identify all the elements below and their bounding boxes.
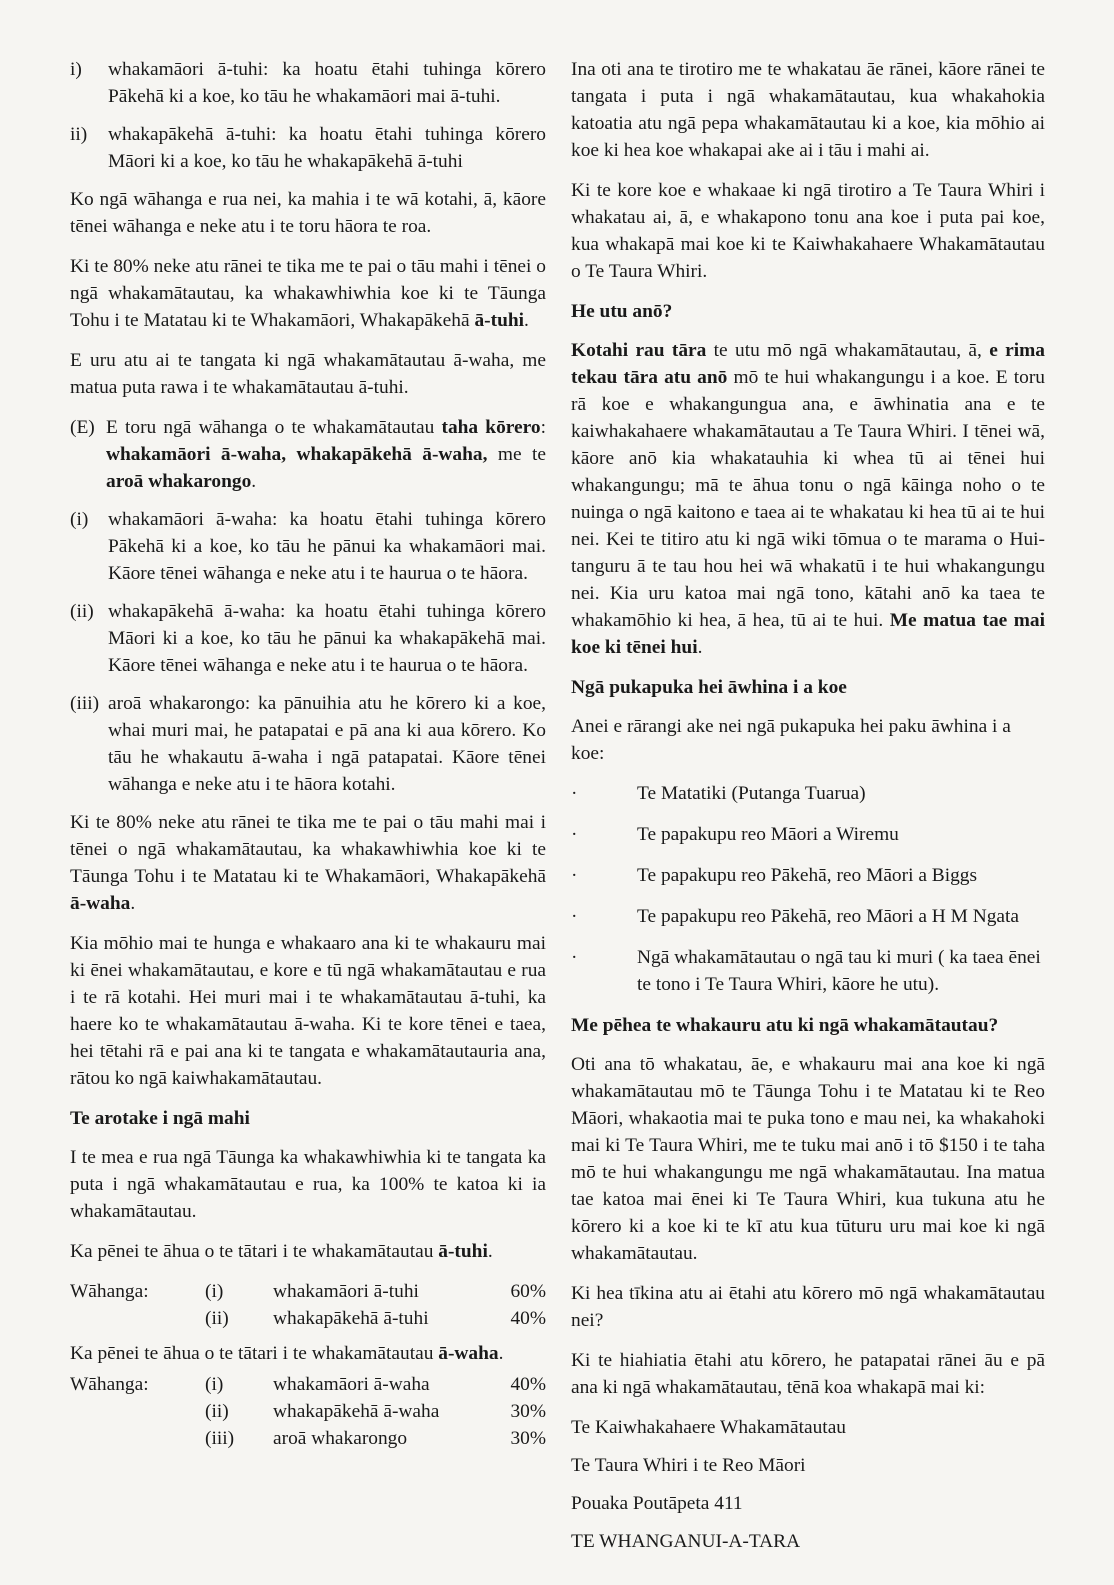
list-number: ii) bbox=[70, 124, 88, 145]
address-line: Te Kaiwhakahaere Whakamātautau bbox=[571, 1417, 846, 1438]
paragraph: Ka pēnei te āhua o te tātari i te whakamātautau ā-waha. bbox=[70, 1343, 504, 1364]
paragraph: Ki te kore koe e whakaae ki ngā tirotiro a Te Taura Whiri i whakatau ai, ā, e whakapono tonu ana koe i puta pai koe, kua whakapā mai koe ki te Kaiwhakahaere Whakamātautau o Te Taura Whiri. bbox=[571, 180, 1045, 282]
list-item-oral-ii bbox=[70, 598, 546, 679]
list-number: (E) bbox=[70, 417, 95, 438]
written-marks-table bbox=[70, 1278, 546, 1332]
list-text: whakamāori ā-waha: ka hoatu ētahi tuhinga kōrero Pākehā ki a koe, ko tāu he pānui ka whakamāori mai. Kāore tēnei wāhanga e neke atu i te hauruа o te hāora. bbox=[108, 509, 546, 584]
paragraph: Kia mōhio mai te hunga e whakaaro ana ki te whakauru mai ki ēnei whakamātautau, e kore e tū ngā whakamātautau e rua i te rā kotahi. Hei muri mai i te whakamātautau ā-tuhi, ka haere ko te whakamātautau ā-waha. Ki te kore tēnei e taea, hei tētahi rā e pai ana ki te tangata e whakamātautauria ana, rātou ko ngā kaiwhakamātautau. bbox=[70, 933, 546, 1089]
address-line: TE WHANGANUI-A-TARA bbox=[571, 1531, 801, 1552]
table-row: Wāhanga: (i) whakamāori ā-tuhi 60% bbox=[70, 1281, 546, 1302]
list-text: whakamāori ā-tuhi: ka hoatu ētahi tuhinga kōrero Pākehā ki a koe, ko tāu he whakamāori mai ā-tuhi. bbox=[108, 59, 546, 107]
book-item: · Te papakupu reo Pākehā, reo Māori a H M Ngata bbox=[571, 906, 1020, 927]
paragraph: E uru atu ai te tangata ki ngā whakamātautau ā-waha, me matua puta rawa i te whakamātautau ā-tuhi. bbox=[70, 350, 546, 398]
paragraph: Ki te 80% neke atu rānei te tika me te pai o tāu mahi i tēnei o ngā whakamātautau, ka whakawhiwhia koe ki te Tāunga Tohu i te Matatau ki te Whakamāori, Whakapākehā ā-tuhi. bbox=[70, 256, 546, 331]
list-number: (i) bbox=[70, 509, 89, 530]
list-item-oral-e bbox=[70, 414, 546, 495]
table-row: (iii) aroā whakarongo 30% bbox=[205, 1428, 546, 1449]
list-text: whakapākehā ā-tuhi: ka hoatu ētahi tuhinga kōrero Māori ki a koe, ko tāu he whakapākehā ā-tuhi bbox=[108, 124, 546, 172]
list-number: (iii) bbox=[70, 693, 100, 714]
book-item: · Te papakupu reo Pākehā, reo Māori a Biggs bbox=[571, 865, 978, 886]
list-text: aroā whakarongo: ka pānuihia atu he kōrero ki a koe, whai muri mai, he patapatai e pā ana ki aua kōrero. Ko tāu he whakautu ā-waha i ngā patapatai. Kāore tēnei wāhanga e neke atu i te hāora kotahi. bbox=[108, 693, 546, 795]
section-heading-arotake: Te arotake i ngā mahi bbox=[70, 1108, 250, 1129]
paragraph: Ko ngā wāhanga e rua nei, ka mahia i te wā kotahi, ā, kāore tēnei wāhanga e neke atu i te toru hāora te roa. bbox=[70, 189, 546, 237]
paragraph: Ki te 80% neke atu rānei te tika me te pai o tāu mahi mai i tēnei o ngā whakamātautau, ka whakawhiwhia koe ki te Tāunga Tohu i te Matatau ki te Whakamāori, Whakapākehā ā-waha. bbox=[70, 812, 546, 914]
address-line: Te Taura Whiri i te Reo Māori bbox=[571, 1455, 806, 1476]
list-item-written-ii bbox=[70, 121, 546, 175]
section-heading-whakauru: Me pēhea te whakauru atu ki ngā whakamātautau? bbox=[571, 1015, 999, 1036]
address-line: Pouaka Poutāpeta 411 bbox=[571, 1493, 743, 1514]
book-item: · Ngā whakamātautau o ngā tau ki muri ( ka taea ēnei te tono i Te Taura Whiri, kāore he utu). bbox=[571, 947, 1041, 995]
table-row: (ii) whakapākehā ā-tuhi 40% bbox=[205, 1308, 546, 1329]
paragraph: Ki hea tīkina atu ai ētahi atu kōrero mō ngā whakamātautau nei? bbox=[571, 1283, 1045, 1331]
left-column bbox=[70, 56, 546, 1460]
book-item: · Te papakupu reo Māori a Wiremu bbox=[571, 824, 899, 845]
paragraph: Kotahi rau tāra te utu mō ngā whakamātautau, ā, e rima tekau tāra atu anō mō te hui whakangungu i a koe. E toru rā koe e whakangungua ana, e āwhinatia ana e te kaiwhakahaere whakamātautau a Te Taura Whiri. I tēnei wā, kāore anō kia whakatauhia ki whea tū ai tēnei hui whakangungu; mā te āhua tonu o ngā kāinga noho o te nuinga o ngā kaitono e taea ai te whakatau ki hea tū ai te hui nei. Kei te titiro atu ki ngā wiki tōmua o te marama o Hui-tanguru ā te tau hou hei wā whakatū i te hui whakangungu nei. Kia uru katoa mai ngā tono, kātahi anō ka taea te whakamōhio ki hea, ā hea, tū ai te hui. Me matua tae mai koe ki tēnei hui. bbox=[571, 340, 1046, 658]
paragraph: Ina oti ana te tirotiro me te whakatau āe rānei, kāore rānei te tangata i puta i ngā whakamātautau, kua whakahokia katoatia atu ngā pepa whakamātautau ki a koe, kia mōhio ai koe ki hea koe whakapai ake ai i tāu i mahi ai. bbox=[571, 59, 1045, 161]
book-item: · Te Matatiki (Putanga Tuarua) bbox=[571, 783, 866, 804]
list-text: whakapākehā ā-waha: ka hoatu ētahi tuhinga kōrero Māori ki a koe, ko tāu he pānui ka whakapākehā mai. Kāore tēnei wāhanga e neke atu i te haurua o te hāora. bbox=[108, 601, 546, 676]
paragraph: Ki te hiahiatia ētahi atu kōrero, he patapatai rānei āu e pā ana ki ngā whakamātautau, tēnā koa whakapā mai ki: bbox=[571, 1350, 1045, 1398]
list-text: E toru ngā wāhanga o te whakamātautau taha kōrero: whakamāori ā-waha, whakapākehā ā-waha, me te aroā whakarongo. bbox=[106, 417, 546, 492]
list-number: (ii) bbox=[70, 601, 94, 622]
paragraph: Oti ana tō whakatau, āe, e whakauru mai ana koe ki ngā whakamātautau mō te Tāunga Tohu i te Matatau ki te Reo Māori, whakaotia mai te puka tono e mau nei, ka whakahoki mai ki Te Taura Whiri, me te tuku mai anō i tō $150 i te taha mō te hui whakangungu me ngā whakamātautau. Ina matua tae katoa mai ēnei ki Te Taura Whiri, kua tukuna atu he kōrero ki a koe ki te kī atu kua tūturu uru mai koe ki ngā whakamātautau. bbox=[571, 1054, 1045, 1264]
oral-marks-table bbox=[70, 1371, 546, 1452]
paragraph: I te mea e rua ngā Tāunga ka whakawhiwhia ki te tangata ka puta i ngā whakamātautau e rua, ka 100% te katoa ki ia whakamātautau. bbox=[70, 1147, 546, 1222]
list-item-oral-i bbox=[70, 506, 546, 587]
list-number: i) bbox=[70, 59, 82, 80]
paragraph: Ka pēnei te āhua o te tātari i te whakamātautau ā-tuhi. bbox=[70, 1241, 493, 1262]
paragraph: Anei e rārangi ake nei ngā pukapuka hei paku āwhina i a koe: bbox=[571, 716, 1011, 764]
section-heading-utu: He utu anō? bbox=[571, 301, 673, 322]
table-row: (ii) whakapākehā ā-waha 30% bbox=[205, 1401, 546, 1422]
list-item-oral-iii bbox=[70, 690, 546, 798]
table-row: Wāhanga: (i) whakamāori ā-waha 40% bbox=[70, 1374, 546, 1395]
section-heading-pukapuka: Ngā pukapuka hei āwhina i a koe bbox=[571, 677, 847, 698]
list-item-written-i bbox=[70, 56, 546, 110]
right-column bbox=[571, 56, 1045, 1566]
